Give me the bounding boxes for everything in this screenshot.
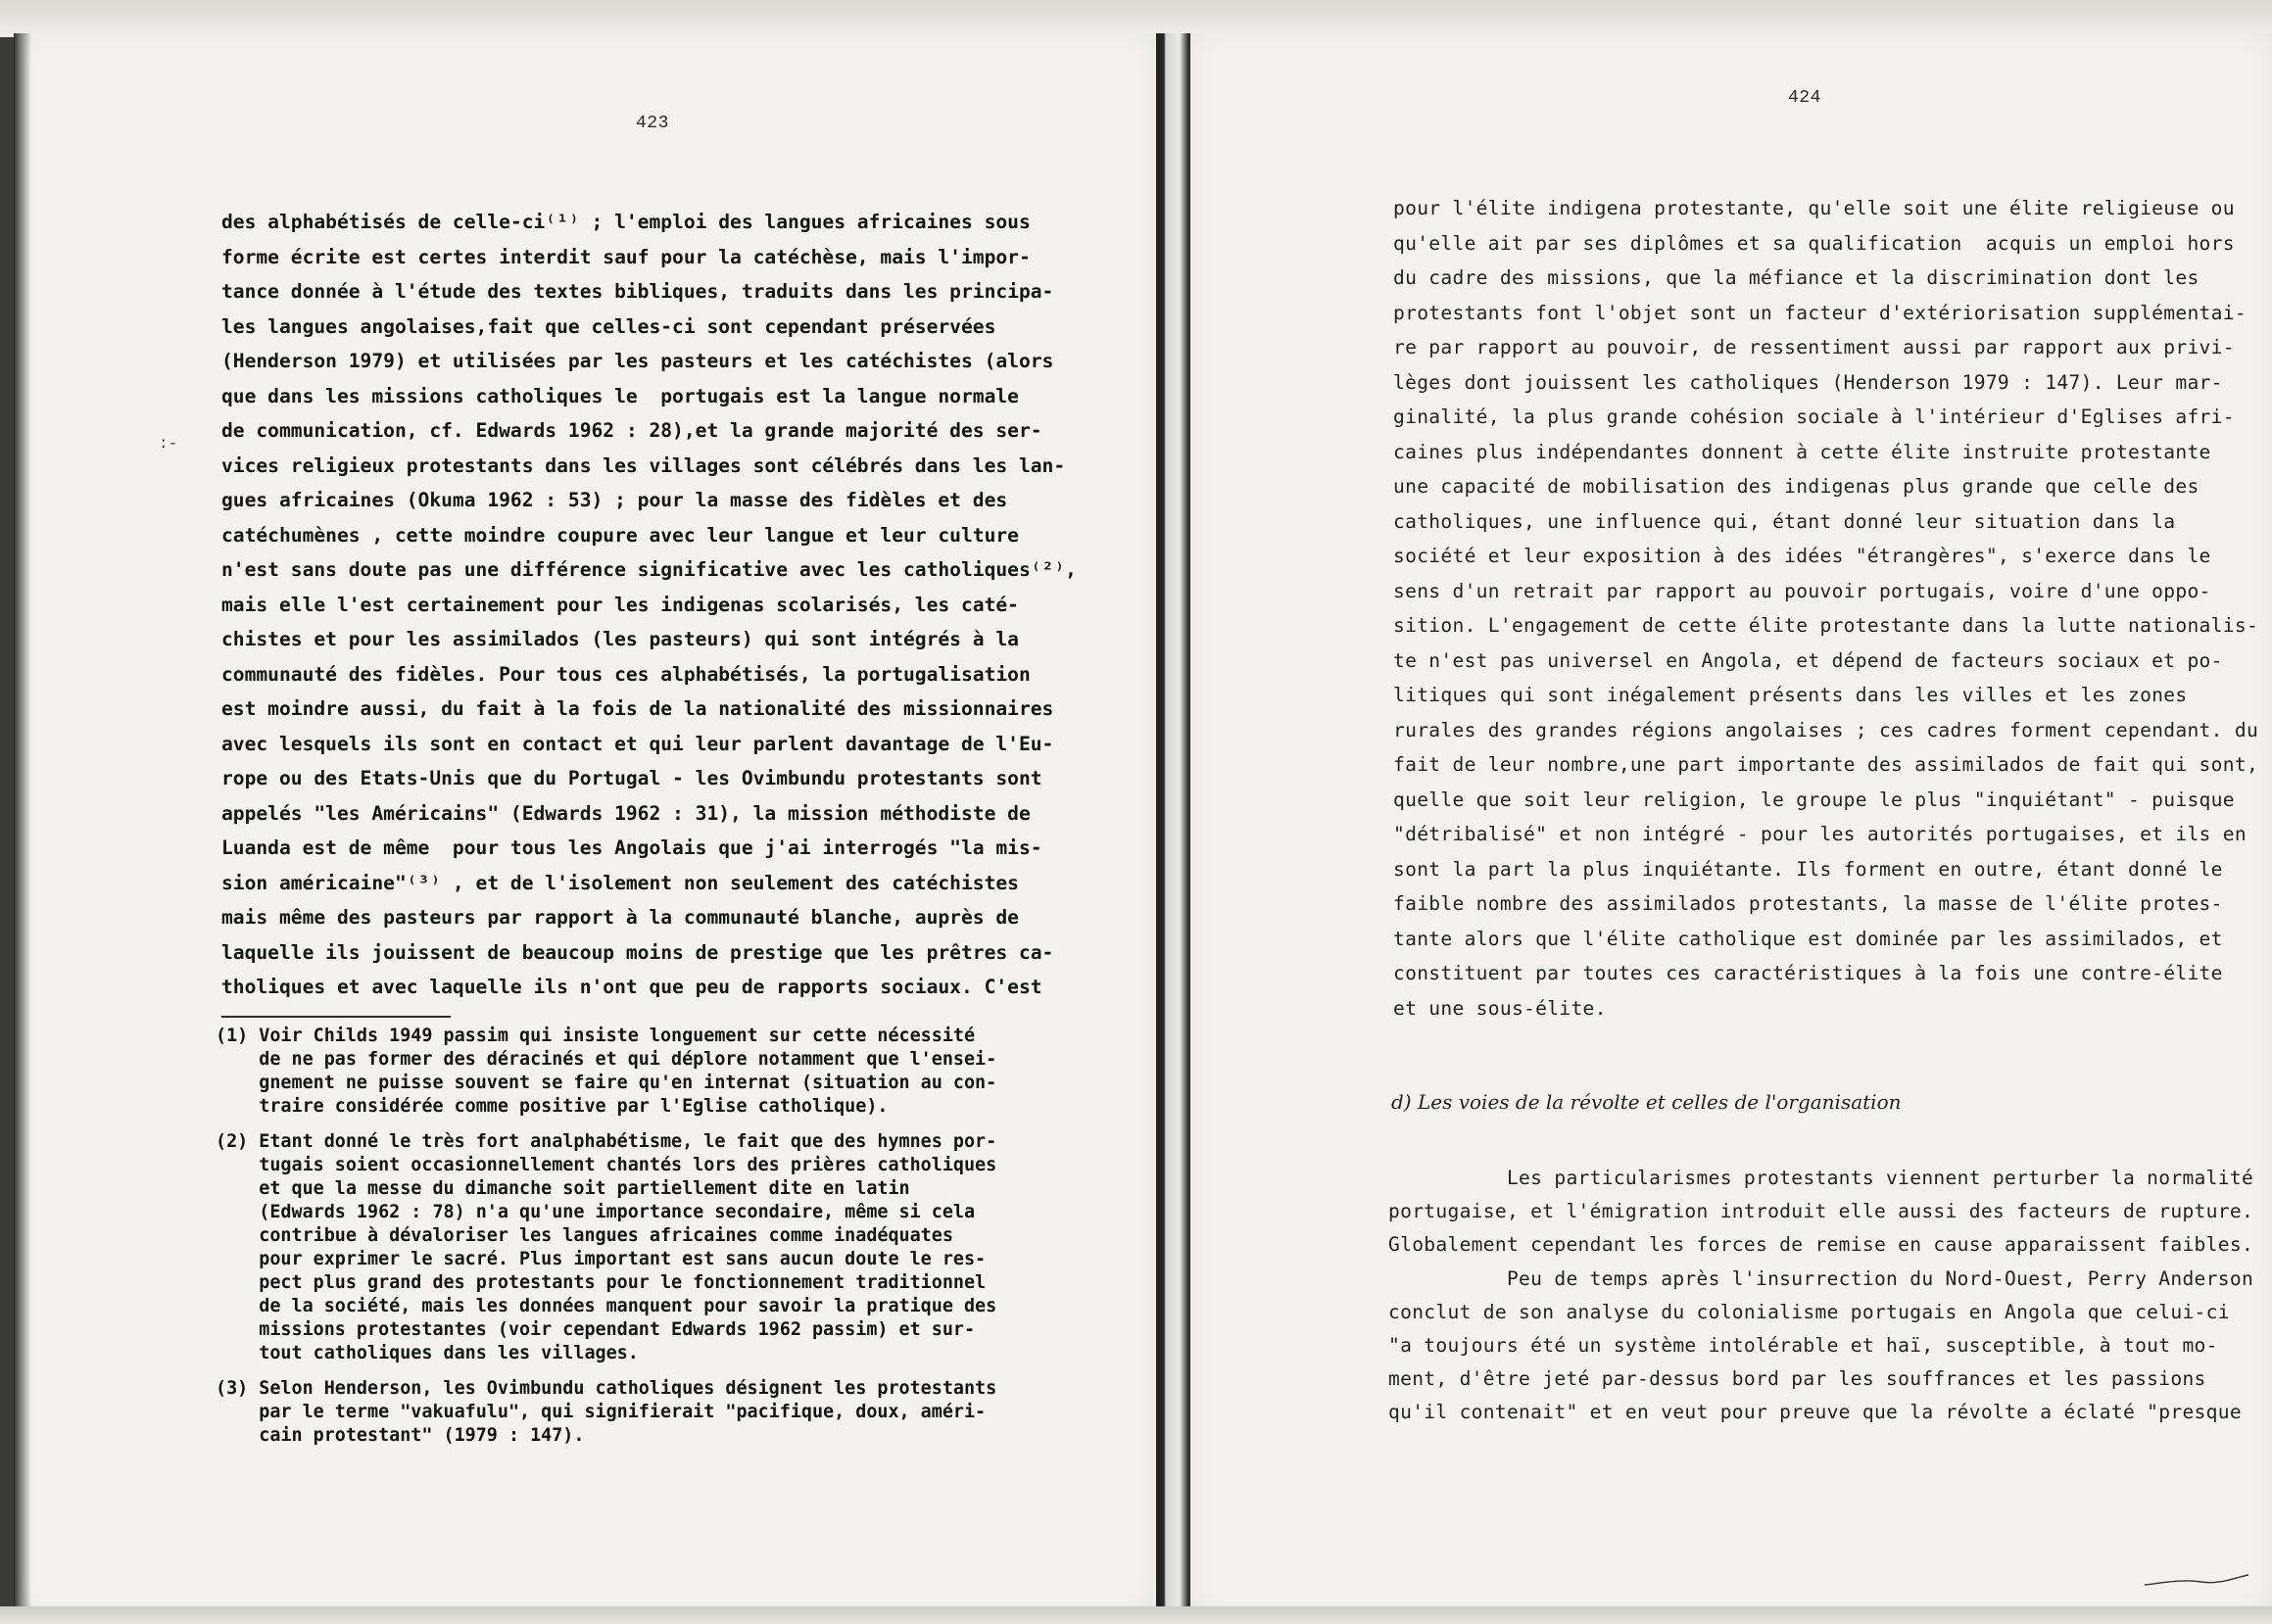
footnote: (1) Voir Childs 1949 passim qui insiste longuement sur cette nécessité de ne pas former des déracinés et qui déplore notamment que l'ensei- gnement ne puisse souvent se faire qu'en internat (situation au con- traire considérée comme positive par l'Eglise catholique). <box>216 1026 997 1117</box>
text-line: caines plus indépendantes donnent à cette élite instruite protestante <box>1393 440 2211 463</box>
text-line: mais même des pasteurs par rapport à la communauté blanche, auprès de <box>221 906 1019 929</box>
text-line: fait de leur nombre,une part importante des assimilados de fait qui sont, <box>1393 753 2259 776</box>
text-line: qu'il contenait" et en veut pour preuve que la révolte a éclaté "presque <box>1388 1401 2242 1424</box>
text-line: sens d'un retrait par rapport au pouvoir portugais, voire d'une oppo- <box>1393 579 2211 602</box>
text-line: litiques qui sont inégalement présents dans les villes et les zones <box>1393 684 2188 706</box>
text-line: des alphabétisés de celle-ci⁽¹⁾ ; l'emploi des langues africaines sous <box>221 211 1031 233</box>
page-shadow <box>14 33 31 1612</box>
text-line: tante alors que l'élite catholique est dominée par les assimilados, et <box>1393 927 2223 950</box>
text-line: catholiques, une influence qui, étant donné leur situation dans la <box>1393 509 2176 533</box>
page-number-right: 424 <box>1788 88 1821 108</box>
text-line: tholiques et avec laquelle ils n'ont que peu de rapports sociaux. C'est <box>221 976 1042 998</box>
text-line: qu'elle ait par ses diplômes et sa qualification acquis un emploi hors <box>1393 231 2235 255</box>
text-line: Globalement cependant les forces de remise en cause apparaissent faibles. <box>1388 1233 2254 1257</box>
text-line: les langues angolaises,fait que celles-ci sont cependant préservées <box>221 314 996 338</box>
page-number-left: 423 <box>636 114 669 133</box>
text-line: rurales des grandes régions angolaises ; ces cadres forment cependant. du <box>1393 718 2259 741</box>
section-body-text <box>1388 1162 2253 1430</box>
footnote-rule <box>221 1016 451 1018</box>
text-line: faible nombre des assimilados protestants, la masse de l'élite protes- <box>1393 892 2223 915</box>
text-line: conclut de son analyse du colonialisme portugais en Angola que celui-ci <box>1388 1300 2230 1323</box>
text-line: constituent par toutes ces caractéristiques à la fois une contre-élite <box>1393 962 2223 984</box>
text-line: mais elle l'est certainement pour les indigenas scolarisés, les caté- <box>221 593 1019 616</box>
text-line: rope ou des Etats-Unis que du Portugal - les Ovimbundu protestants sont <box>221 767 1042 789</box>
text-line: (Henderson 1979) et utilisées par les pasteurs et les catéchistes (alors <box>221 350 1054 372</box>
text-line: "a toujours été un système intolérable et haï, susceptible, à tout mo- <box>1388 1334 2218 1358</box>
text-line: laquelle ils jouissent de beaucoup moins de prestige que les prêtres ca- <box>221 940 1054 964</box>
text-line: chistes et pour les assimilados (les pasteurs) qui sont intégrés à la <box>221 628 1019 650</box>
text-line: te n'est pas universel en Angola, et dépend de facteurs sociaux et po- <box>1393 648 2223 672</box>
text-line: portugaise, et l'émigration introduit elle aussi des facteurs de rupture. <box>1388 1200 2254 1223</box>
right-body-text <box>1393 191 2258 1026</box>
text-line: sont la part la plus inquiétante. Ils forment en outre, étant donné le <box>1393 857 2223 881</box>
margin-mark: :- <box>159 435 178 453</box>
text-line: pour l'élite indigena protestante, qu'elle soit une élite religieuse ou <box>1393 197 2235 219</box>
text-line: quelle que soit leur religion, le groupe le plus "inquiétant" - puisque <box>1393 788 2235 811</box>
text-line: "détribalisé" et non intégré - pour les autorités portugaises, et ils en <box>1393 823 2247 845</box>
right-page <box>1190 33 2272 1612</box>
text-line: Luanda est de même pour tous les Angolais que j'ai interrogés "la mis- <box>221 836 1042 859</box>
scan-top-edge <box>0 0 2272 37</box>
text-line: ginalité, la plus grande cohésion sociale à l'intérieur d'Eglises afri- <box>1393 406 2235 428</box>
text-line: et une sous-élite. <box>1393 996 1607 1020</box>
text-line: tance donnée à l'étude des textes bibliques, traduits dans les principa- <box>221 280 1054 303</box>
text-line: lèges dont jouissent les catholiques (Henderson 1979 : 147). Leur mar- <box>1393 370 2223 394</box>
text-line: vices religieux protestants dans les villages sont célébrés dans les lan- <box>221 454 1066 477</box>
footnote: (2) Etant donné le très fort analphabétisme, le fait que des hymnes por- tugais soient occasionnellement chantés lors des prières catholiques et que la messe du dimanche soit partiellement dite en latin (Edwards 1962 : 78) n'a qu'une importance secondaire, même si cela contribue à dévaloriser les langues africaines comme inadéquates pour exprimer le sacré. Plus important est sans aucun doute le res- pect plus grand des protestants pour le fonctionnement traditionnel de la société, mais les données manquent pour savoir la pratique des missions protestantes (voir cependant Edwards 1962 passim) et sur- tout catholiques dans les villages. <box>216 1131 997 1363</box>
text-line: Peu de temps après l'insurrection du Nord-Ouest, Perry Anderson <box>1388 1266 2254 1290</box>
text-line: appelés "les Américains" (Edwards 1962 : 31), la mission méthodiste de <box>221 801 1031 825</box>
left-page <box>14 33 1156 1612</box>
text-line: est moindre aussi, du fait à la fois de la nationalité des missionnaires <box>221 697 1054 720</box>
binding-gutter <box>1156 33 1190 1624</box>
pencil-scribble <box>2143 1573 2250 1589</box>
text-line: du cadre des missions, que la méfiance et la discrimination dont les <box>1393 266 2199 289</box>
text-line: que dans les missions catholiques le portugais est la langue normale <box>221 384 1019 407</box>
text-line: n'est sans doute pas une différence significative avec les catholiques⁽²⁾, <box>221 558 1077 581</box>
text-line: une capacité de mobilisation des indigenas plus grande que celle des <box>1393 475 2199 498</box>
text-line: forme écrite est certes interdit sauf pour la catéchèse, mais l'impor- <box>221 245 1031 268</box>
text-line: protestants font l'objet sont un facteur d'extériorisation supplémentai- <box>1393 301 2247 324</box>
text-line: avec lesquels ils sont en contact et qui leur parlent davantage de l'Eu- <box>221 732 1054 755</box>
text-line: Les particularismes protestants viennent perturber la normalité <box>1388 1167 2254 1189</box>
text-line: re par rapport au pouvoir, de ressentiment aussi par rapport aux privi- <box>1393 336 2235 358</box>
section-heading: d) Les voies de la révolte et celles de l'organisation <box>1391 1090 1902 1114</box>
text-line: sion américaine"⁽³⁾ , et de l'isolement non seulement des catéchistes <box>221 871 1019 894</box>
text-line: gues africaines (Okuma 1962 : 53) ; pour la masse des fidèles et des <box>221 489 1008 511</box>
text-line: communauté des fidèles. Pour tous ces alphabétisés, la portugalisation <box>221 662 1031 686</box>
footnotes <box>216 1025 996 1459</box>
text-line: sition. L'engagement de cette élite protestante dans la lutte nationalis- <box>1393 614 2259 637</box>
text-line: de communication, cf. Edwards 1962 : 28),et la grande majorité des ser- <box>221 419 1042 442</box>
text-line: société et leur exposition à des idées "étrangères", s'exerce dans le <box>1393 545 2211 567</box>
text-line: ment, d'être jeté par-dessus bord par les souffrances et les passions <box>1388 1367 2206 1391</box>
footnote: (3) Selon Henderson, les Ovimbundu catholiques désignent les protestants par le terme "vakuafulu", qui signifierait "pacifique, doux, améri- cain protestant" (1979 : 147). <box>216 1378 997 1446</box>
text-line: catéchumènes , cette moindre coupure avec leur langue et leur culture <box>221 523 1019 547</box>
left-body-text <box>221 205 1077 1005</box>
scan-bottom-edge <box>0 1606 2272 1624</box>
